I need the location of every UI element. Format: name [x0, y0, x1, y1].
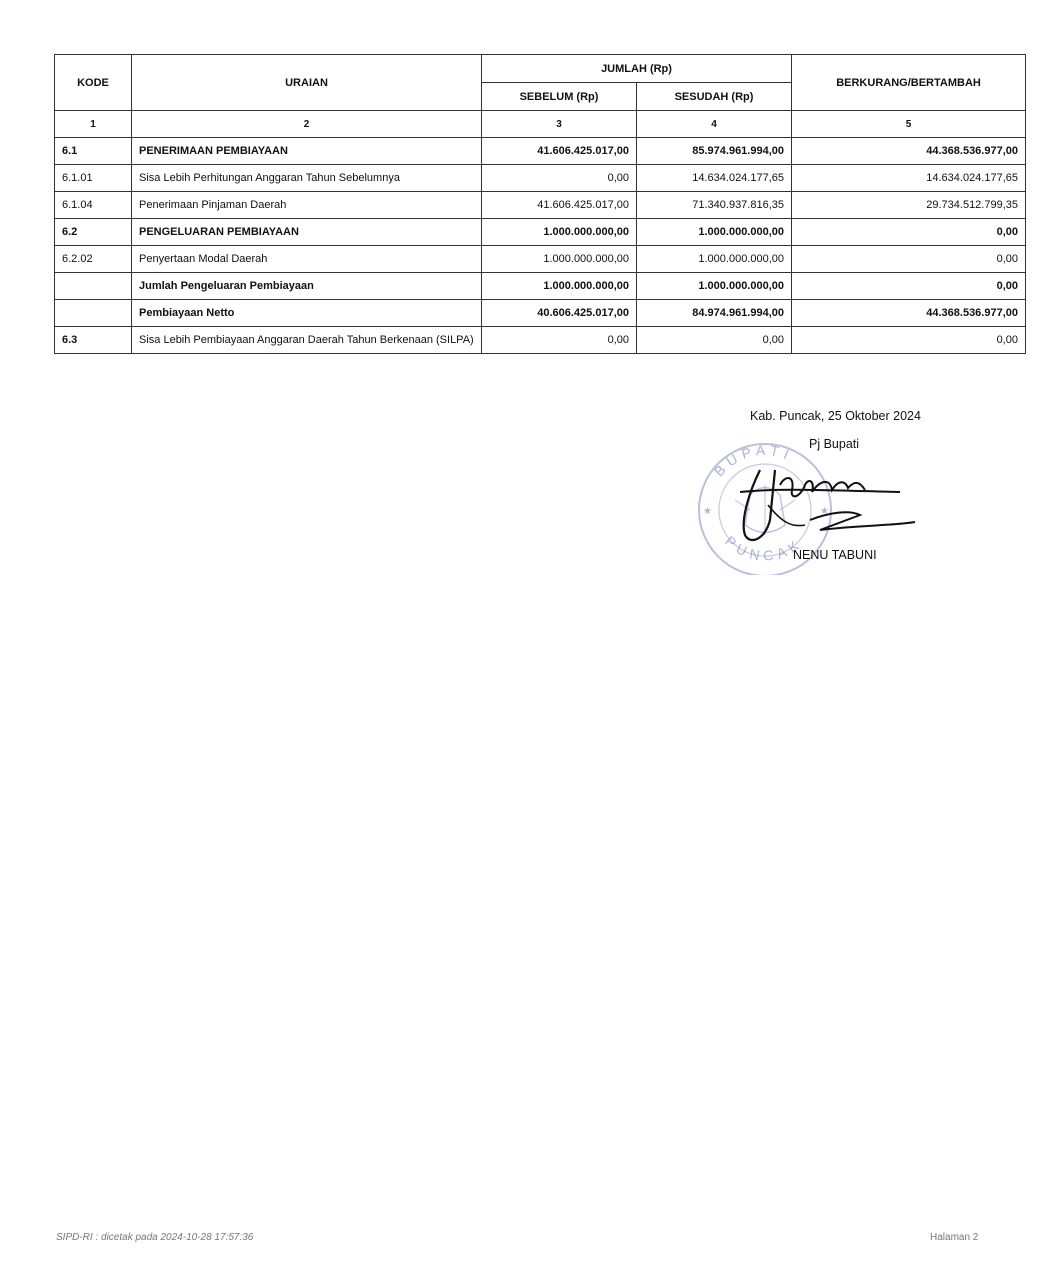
stamp-text-top: BUPATI — [710, 441, 796, 480]
header-uraian: URAIAN — [132, 55, 482, 111]
cell-berkurang-bertambah: 44.368.536.977,00 — [792, 138, 1026, 165]
cell-berkurang-bertambah: 14.634.024.177,65 — [792, 165, 1026, 192]
header-sebelum: SEBELUM (Rp) — [482, 83, 637, 111]
cell-kode: 6.3 — [55, 327, 132, 354]
footer-page-number: Halaman 2 — [930, 1232, 979, 1243]
header-kode: KODE — [55, 55, 132, 111]
cell-uraian: Penyertaan Modal Daerah — [132, 246, 482, 273]
table-row — [55, 138, 1026, 165]
signature-block — [690, 400, 940, 590]
cell-berkurang-bertambah: 29.734.512.799,35 — [792, 192, 1026, 219]
cell-sesudah: 71.340.937.816,35 — [637, 192, 792, 219]
header-sesudah: SESUDAH (Rp) — [637, 83, 792, 111]
cell-uraian: Sisa Lebih Perhitungan Anggaran Tahun Sebelumnya — [132, 165, 482, 192]
financing-table — [54, 54, 1026, 354]
svg-text:★: ★ — [820, 506, 829, 517]
cell-uraian: PENERIMAAN PEMBIAYAAN — [132, 138, 482, 165]
cell-kode: 6.1.01 — [55, 165, 132, 192]
column-number-4: 4 — [637, 111, 792, 138]
cell-sesudah: 1.000.000.000,00 — [637, 219, 792, 246]
cell-sesudah: 0,00 — [637, 327, 792, 354]
cell-sebelum: 40.606.425.017,00 — [482, 300, 637, 327]
header-jumlah: JUMLAH (Rp) — [482, 55, 792, 83]
handwritten-signature — [720, 450, 920, 550]
cell-sebelum: 1.000.000.000,00 — [482, 246, 637, 273]
cell-berkurang-bertambah: 44.368.536.977,00 — [792, 300, 1026, 327]
cell-uraian: Jumlah Pengeluaran Pembiayaan — [132, 273, 482, 300]
table-body — [55, 138, 1026, 354]
cell-kode: 6.1.04 — [55, 192, 132, 219]
cell-uraian: Sisa Lebih Pembiayaan Anggaran Daerah Tahun Berkenaan (SILPA) — [132, 327, 482, 354]
column-number-1: 1 — [55, 111, 132, 138]
signature-role: Pj Bupati — [809, 437, 860, 451]
cell-sesudah: 84.974.961.994,00 — [637, 300, 792, 327]
cell-kode: 6.2 — [55, 219, 132, 246]
table-row — [55, 300, 1026, 327]
column-number-2: 2 — [132, 111, 482, 138]
table-row — [55, 165, 1026, 192]
table-row — [55, 219, 1026, 246]
cell-uraian: PENGELUARAN PEMBIAYAAN — [132, 219, 482, 246]
svg-text:★: ★ — [703, 506, 712, 517]
table-row — [55, 327, 1026, 354]
column-number-5: 5 — [792, 111, 1026, 138]
table-row — [55, 246, 1026, 273]
cell-sebelum: 41.606.425.017,00 — [482, 192, 637, 219]
cell-sebelum: 0,00 — [482, 165, 637, 192]
table-row — [55, 192, 1026, 219]
cell-uraian: Penerimaan Pinjaman Daerah — [132, 192, 482, 219]
footer-print-info: SIPD-RI : dicetak pada 2024-10-28 17:57:36 — [56, 1232, 254, 1243]
cell-sebelum: 0,00 — [482, 327, 637, 354]
cell-sebelum: 1.000.000.000,00 — [482, 219, 637, 246]
cell-kode — [55, 273, 132, 300]
cell-berkurang-bertambah: 0,00 — [792, 219, 1026, 246]
signature-place-date: Kab. Puncak, 25 Oktober 2024 — [750, 409, 921, 423]
cell-kode: 6.2.02 — [55, 246, 132, 273]
table-row — [55, 273, 1026, 300]
cell-sesudah: 1.000.000.000,00 — [637, 246, 792, 273]
cell-sebelum: 41.606.425.017,00 — [482, 138, 637, 165]
column-number-3: 3 — [482, 111, 637, 138]
signature-name: NENU TABUNI — [793, 548, 877, 562]
cell-sesudah: 14.634.024.177,65 — [637, 165, 792, 192]
cell-uraian: Pembiayaan Netto — [132, 300, 482, 327]
cell-berkurang-bertambah: 0,00 — [792, 246, 1026, 273]
cell-sebelum: 1.000.000.000,00 — [482, 273, 637, 300]
cell-berkurang-bertambah: 0,00 — [792, 327, 1026, 354]
cell-berkurang-bertambah: 0,00 — [792, 273, 1026, 300]
header-berkurang-bertambah: BERKURANG/BERTAMBAH — [792, 55, 1026, 111]
cell-kode: 6.1 — [55, 138, 132, 165]
cell-sesudah: 1.000.000.000,00 — [637, 273, 792, 300]
cell-kode — [55, 300, 132, 327]
stamp-text-bottom: PUNCAK — [722, 532, 806, 564]
cell-sesudah: 85.974.961.994,00 — [637, 138, 792, 165]
